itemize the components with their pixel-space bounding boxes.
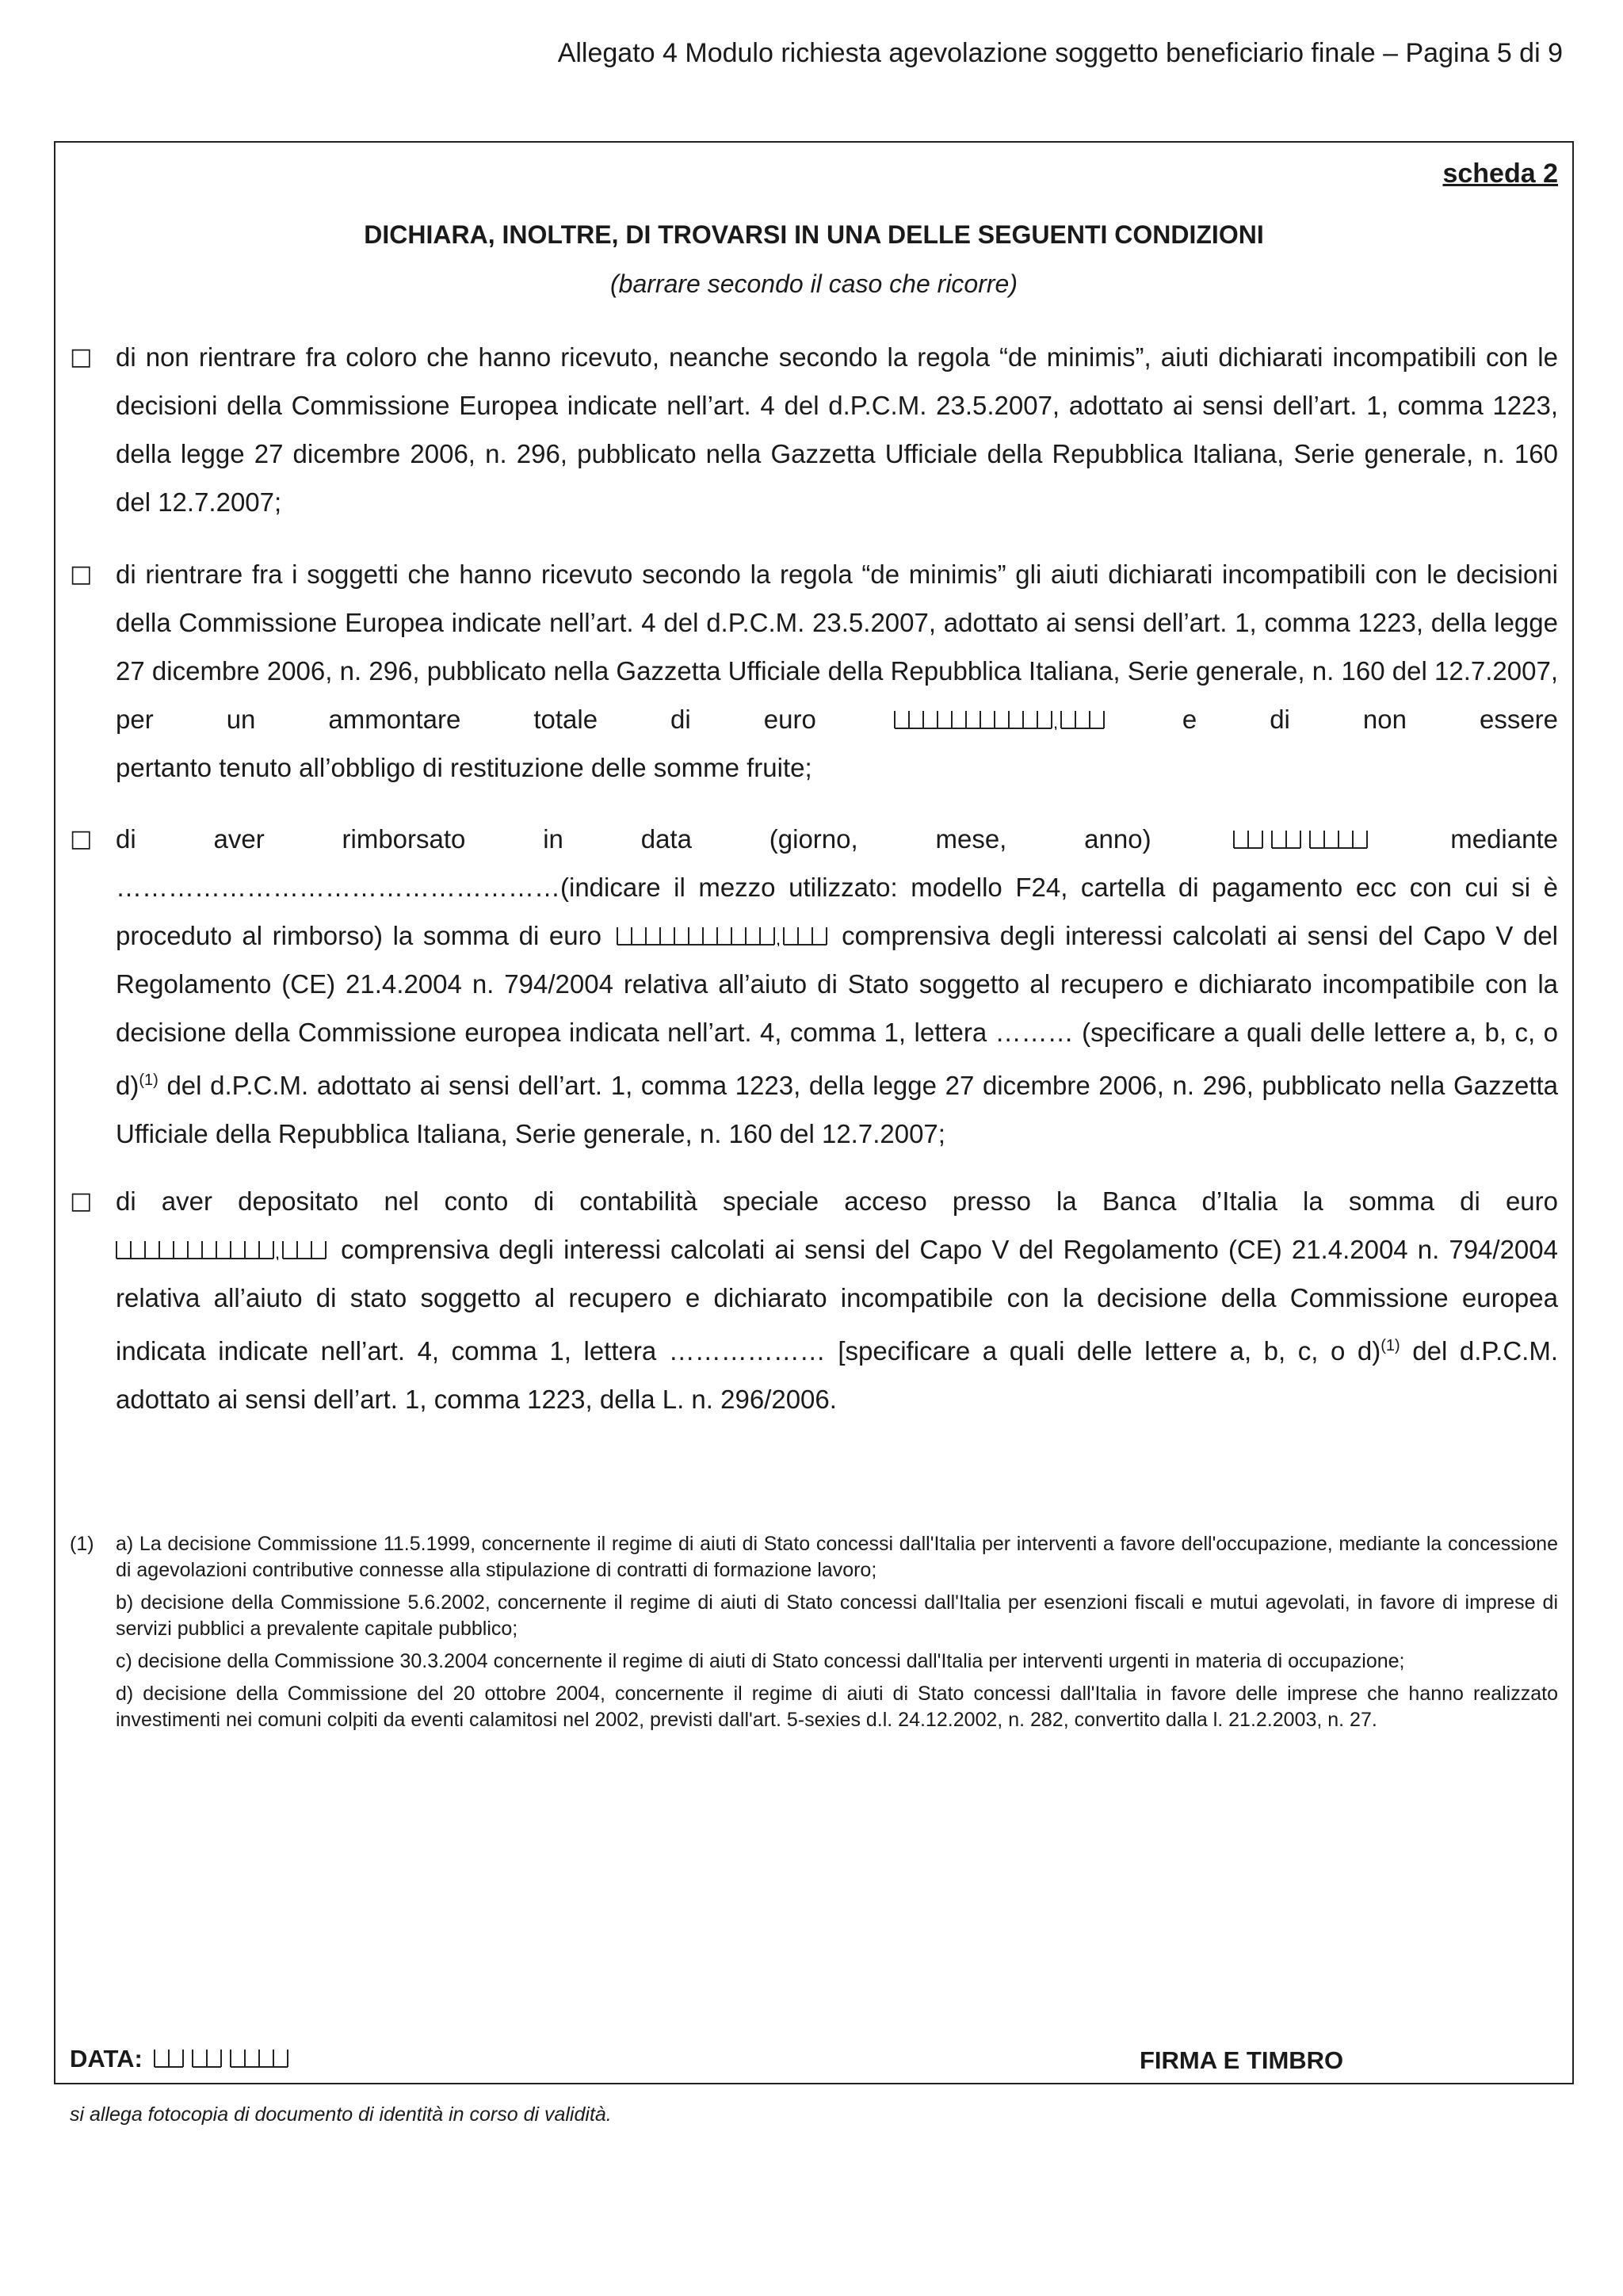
option-3 [70,815,1558,1158]
date-label: DATA: [70,2045,143,2073]
footnote-a: a) La decisione Commissione 11.5.1999, concernente il regime di aiuti di Stato concessi dall'Italia per interventi a favore dell'occupazione, mediante la concessione di agevolazioni contributive connesse alla stipulazione di contratti di formazione lavoro; [116,1533,1558,1581]
id-attachment-note: si allega fotocopia di documento di identità in corso di validità. [70,2103,612,2126]
amount-field[interactable] [116,1240,327,1259]
option-2-text-b-start: e di non essere [1182,705,1559,734]
option-3-text-c: comprensiva degli interessi calcolati ai sensi del Capo V del Regolamento (CE) 21.4.2004 n. 794/2004 relativa all’aiuto di Stato soggetto al recupero e dichiarato incompatibile con la decisione della Commissione europea indicata nell’art. 4, comma 1, lettera ……… (specificare a quali delle lettere a, b, c, o d) [116,921,1559,1100]
option-3-text-b: ……………………………………………(indicare il mezzo utilizzato: modello F24, cartella di pagamento ecc con cui si è proceduto al rimborso) la somma di euro [116,873,1558,950]
decimal-separator: , [1052,712,1058,730]
amount-field[interactable] [617,926,827,945]
option-4-text-c: del d.P.C.M. adottato ai sensi dell’art. 1, comma 1223, della L. n. 296/2006. [116,1336,1559,1414]
scheda-label: scheda 2 [1442,159,1558,189]
footnote-d: d) decisione della Commissione del 20 ottobre 2004, concernente il regime di aiuti di Stato concessi dall'Italia in favore delle imprese che hanno realizzato investimenti nei comuni colpiti da eventi calamitosi nel 2002, previsti dall'art. 5-sexies d.l. 24.12.2002, n. 282, convertito dalla l. 21.2.2003, n. 27. [116,1683,1558,1731]
footnote-ref: (1) [139,1072,158,1089]
option-4-text-b: comprensiva degli interessi calcolati ai sensi del Capo V del Regolamento (CE) 21.4.2004 n. 794/2004 relativa all’aiuto di stato soggetto al recupero e dichiarato incompatibile con la decisione della Commissione europea indicata indicate nell’art. 4, comma 1, lettera ……………… [specificare a quali delle lettere a, b, c, o d) [116,1235,1558,1366]
option-3-mediante: mediante [1450,824,1558,854]
checkbox-option-4[interactable]: □ [70,1187,93,1215]
signature-date-field[interactable] [154,2048,288,2067]
page-header: Allegato 4 Modulo richiesta agevolazione soggetto beneficiario finale – Pagina 5 di 9 [557,38,1563,68]
option-2 [70,550,1558,792]
decimal-separator: , [275,1243,281,1260]
checkbox-option-1[interactable]: □ [70,343,93,371]
date-field[interactable] [1233,829,1368,848]
signature-label: FIRMA E TIMBRO [1140,2046,1344,2074]
decimal-separator: , [775,929,781,946]
option-1 [70,333,1558,526]
option-2-text-b: pertanto tenuto all’obbligo di restituzione delle somme fruite; [116,753,812,782]
form-frame [54,141,1574,2126]
option-3-text-d: del d.P.C.M. adottato ai sensi dell’art. 1, comma 1223, della legge 27 dicembre 2006, n. 296, pubblicato nella Gazzetta Ufficiale della Repubblica Italiana, Serie generale, n. 160 del 12.7.2007; [116,1071,1559,1148]
option-4 [70,1177,1558,1423]
footnote-b: b) decisione della Commissione 5.6.2002, concernente il regime di aiuti di Stato concessi dall'Italia per esenzioni fiscali e mutui agevolati, in favore di imprese di servizi pubblici a prevalente capitale pubblico; [116,1591,1558,1640]
footnotes [70,1531,1558,1740]
section-title: DICHIARA, INOLTRE, DI TROVARSI IN UNA DELLE SEGUENTI CONDIZIONI [364,220,1264,249]
option-1-text: di non rientrare fra coloro che hanno ricevuto, neanche secondo la regola “de minimis”, aiuti dichiarati incompatibili con le decisioni della Commissione Europea indicate nell’art. 4 del d.P.C.M. 23.5.2007, adottato ai sensi dell’art. 1, comma 1223, della legge 27 dicembre 2006, n. 296, pubblicato nella Gazzetta Ufficiale della Repubblica Italiana, Serie generale, n. 160 del 12.7.2007; [116,342,1558,517]
amount-field[interactable] [894,709,1105,728]
checkbox-option-2[interactable]: □ [70,560,93,588]
footnote-c: c) decisione della Commissione 30.3.2004 concernente il regime di aiuti di Stato concessi dall'Italia per interventi urgenti in materia di occupazione; [116,1650,1405,1672]
option-3-text-a: di aver rimborsato in data (giorno, mese, anno) [116,824,1151,854]
option-4-text-a: di aver depositato nel conto di contabilità speciale acceso presso la Banca d’Italia la somma di euro [116,1186,1558,1216]
footnote-marker: (1) [70,1533,94,1555]
checkbox-option-3[interactable]: □ [70,825,93,853]
footnote-ref: (1) [1381,1337,1400,1354]
section-subtitle: (barrare secondo il caso che ricorre) [610,269,1018,298]
option-2-text-a: di rientrare fra i soggetti che hanno ricevuto secondo la regola “de minimis” gli aiuti dichiarati incompatibili con le decisioni della Commissione Europea indicate nell’art. 4 del d.P.C.M. 23.5.2007, adottato ai sensi dell’art. 1, comma 1223, della legge 27 dicembre 2006, n. 296, pubblicato nella Gazzetta Ufficiale della Repubblica Italiana, Serie generale, n. 160 del 12.7.2007, per un ammontare totale di euro [116,560,1558,734]
